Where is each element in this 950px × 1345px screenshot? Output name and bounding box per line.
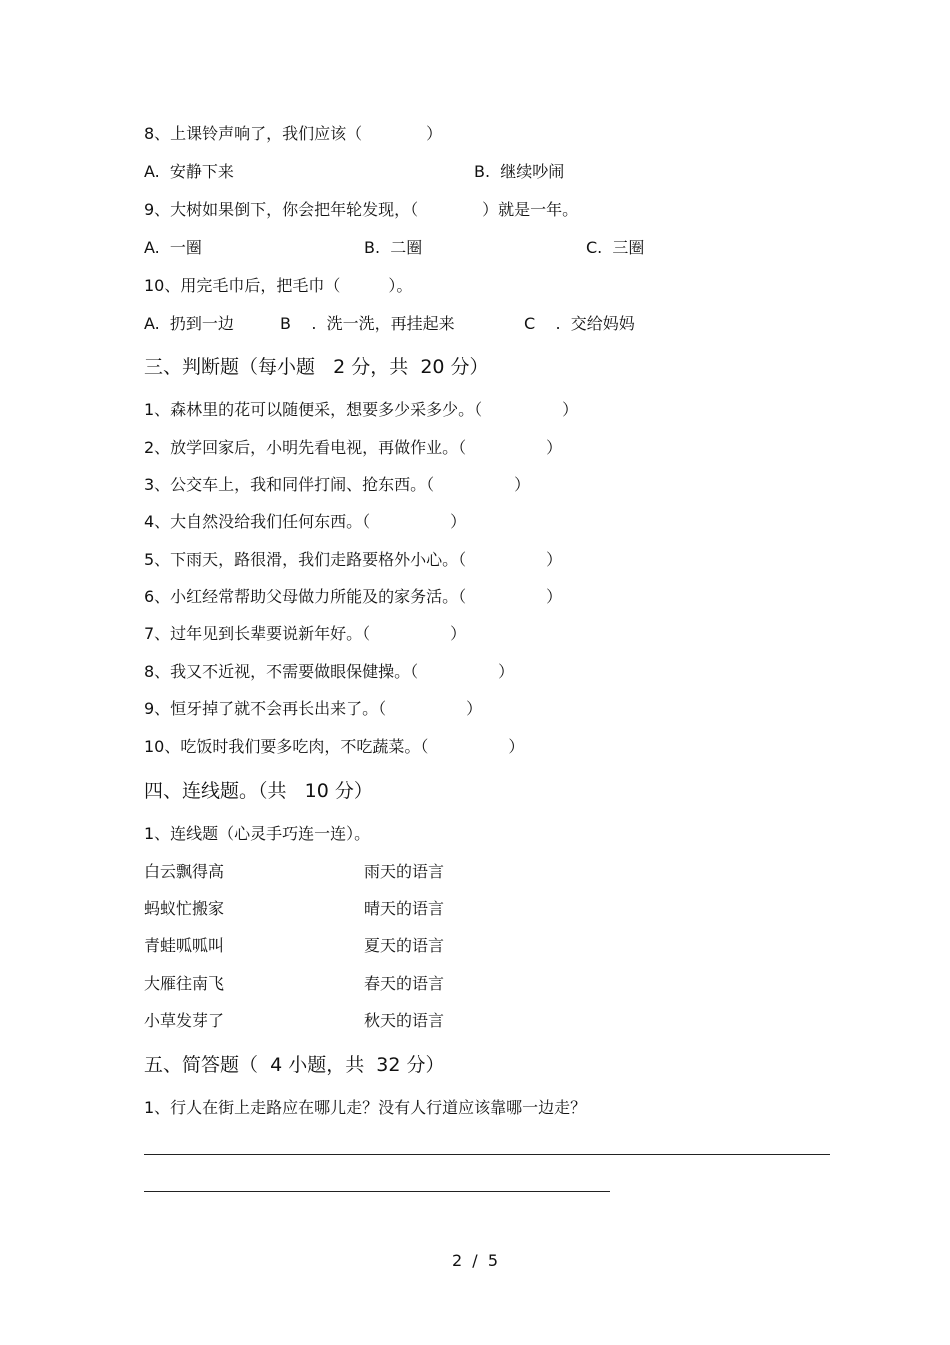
judge-item: 8、我又不近视，不需要做眼保健操。（ ） (144, 662, 515, 681)
judge-item: 5、下雨天，路很滑，我们走路要格外小心。（ ） (144, 550, 563, 569)
q8-option-a: A. 安静下来 (144, 162, 234, 181)
judge-item: 3、公交车上，我和同伴打闹、抢东西。（ ） (144, 475, 531, 494)
matching-question: 1、连线题（心灵手巧连一连）。 (144, 824, 371, 843)
short-answer-question: 1、行人在街上走路应在哪儿走？没有人行道应该靠哪一边走？ (144, 1098, 587, 1117)
section5-heading: 五、简答题（ 4 小题，共 32 分） (144, 1054, 445, 1076)
matching-left-item: 蚂蚁忙搬家 (144, 899, 225, 918)
answer-line (144, 1154, 830, 1155)
answer-line (144, 1191, 610, 1192)
matching-left-item: 小草发芽了 (144, 1011, 225, 1030)
matching-left-item: 白云飘得高 (144, 862, 225, 881)
matching-right-item: 春天的语言 (364, 974, 445, 993)
q8-option-b: B. 继续吵闹 (474, 162, 565, 181)
judge-item: 9、恒牙掉了就不会再长出来了。（ ） (144, 699, 483, 718)
matching-right-item: 雨天的语言 (364, 862, 445, 881)
judge-item: 6、小红经常帮助父母做力所能及的家务活。（ ） (144, 587, 563, 606)
judge-item: 10、吃饭时我们要多吃肉，不吃蔬菜。（ ） (144, 737, 525, 756)
section3-heading: 三、判断题（每小题 2 分，共 20 分） (144, 356, 489, 378)
q9-option-a: A. 一圈 (144, 238, 202, 257)
q8-question: 8、上课铃声响了，我们应该（ ） (144, 124, 443, 143)
judge-item: 2、放学回家后，小明先看电视，再做作业。（ ） (144, 438, 563, 457)
q10-question: 10、用完毛巾后，把毛巾（ ）。 (144, 276, 413, 295)
judge-item: 4、大自然没给我们任何东西。（ ） (144, 512, 467, 531)
q10-option-c: C . 交给妈妈 (524, 314, 635, 333)
q9-option-c: C. 三圈 (586, 238, 645, 257)
q9-option-b: B. 二圈 (364, 238, 423, 257)
judge-item: 1、森林里的花可以随便采，想要多少采多少。（ ） (144, 400, 579, 419)
matching-left-item: 大雁往南飞 (144, 974, 225, 993)
matching-right-item: 秋天的语言 (364, 1011, 445, 1030)
matching-right-item: 夏天的语言 (364, 936, 445, 955)
q10-option-b: B . 洗一洗，再挂起来 (280, 314, 455, 333)
section4-heading: 四、连线题。（共 10 分） (144, 780, 373, 802)
matching-left-item: 青蛙呱呱叫 (144, 936, 225, 955)
q10-option-a: A. 扔到一边 (144, 314, 234, 333)
page-number: 2 / 5 (451, 1251, 499, 1270)
judge-item: 7、过年见到长辈要说新年好。（ ） (144, 624, 467, 643)
matching-right-item: 晴天的语言 (364, 899, 445, 918)
q9-question: 9、大树如果倒下，你会把年轮发现，（ ）就是一年。 (144, 200, 579, 219)
